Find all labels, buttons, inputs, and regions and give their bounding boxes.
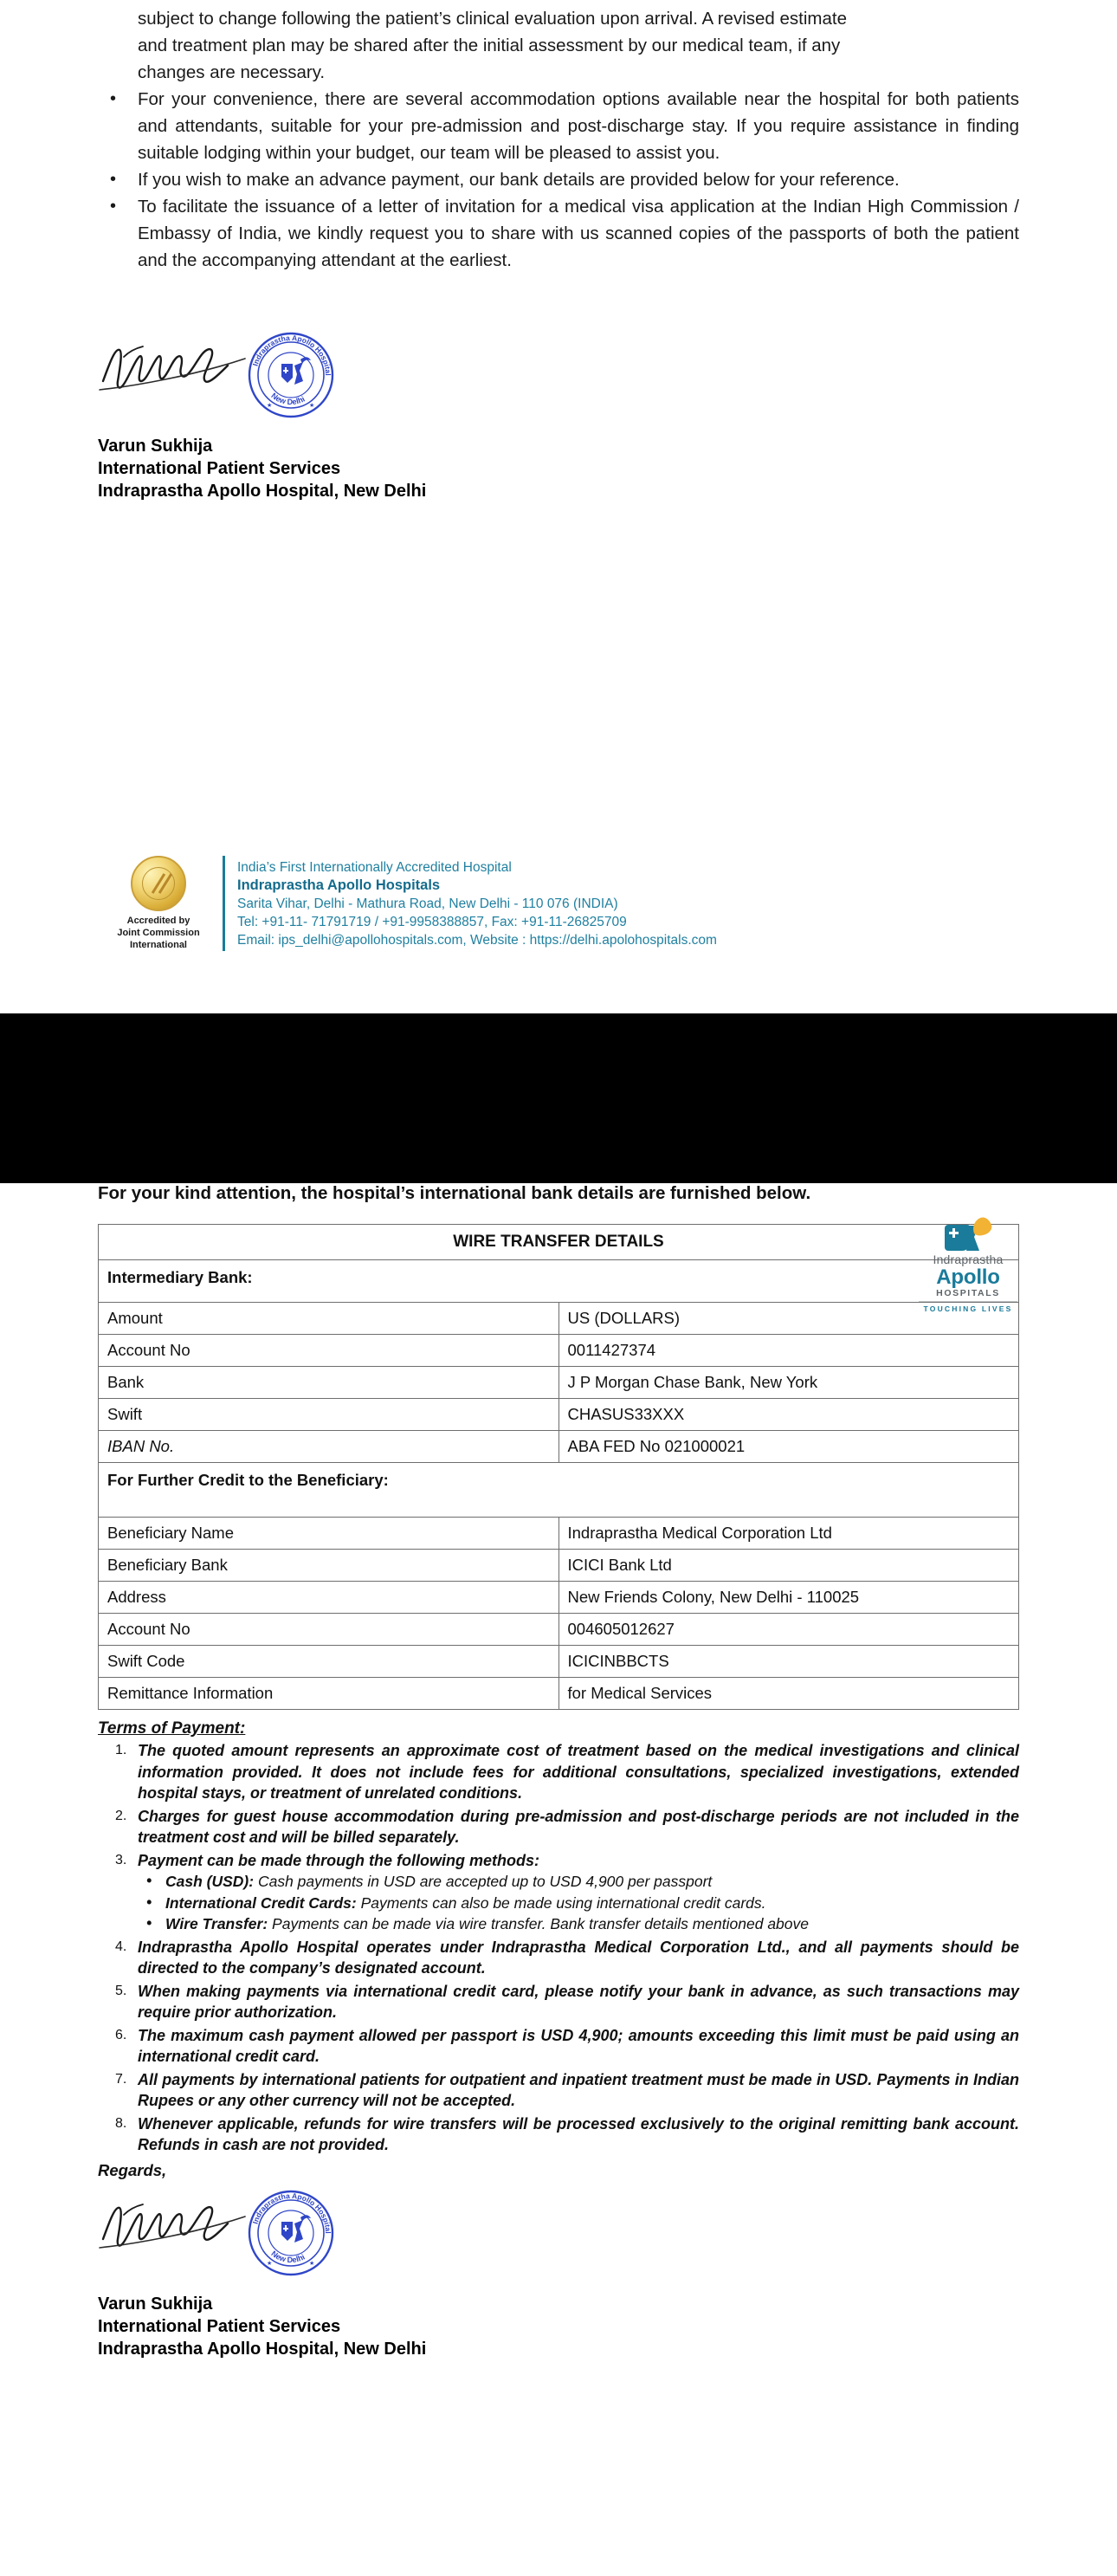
continuation-paragraph <box>98 0 1019 86</box>
list-item-text: To facilitate the issuance of a letter of invitation for a medical visa application at the Indian High Commission / Embassy of India, we kindly request you to share with us scanned copies of the passports of both the patient and the accompanying attendant at the earliest. <box>138 197 1019 270</box>
table-row <box>99 1582 1019 1614</box>
accredited-by-label: Accredited by <box>126 916 190 926</box>
table-section-further-credit: For Further Credit to the Beneficiary: <box>99 1463 1019 1518</box>
terms-item-text: Indraprastha Apollo Hospital operates under Indraprastha Medical Corporation Ltd., and all payments should be directed to the company’s designated account. <box>138 1938 1019 1977</box>
svg-text:New Delhi: New Delhi <box>269 2249 307 2264</box>
payment-method-label: International Credit Cards: <box>165 1893 357 1912</box>
logo-tagline: TOUCHING LIVES <box>923 1304 1013 1313</box>
row-label-address: Address <box>99 1582 559 1614</box>
signatory-organisation: Indraprastha Apollo Hospital, New Delhi <box>98 482 427 501</box>
svg-text:★: ★ <box>309 2260 315 2267</box>
terms-item-text: Charges for guest house accommodation during pre-admission and post-discharge periods are not included in the treatment cost and will be billed separately. <box>138 1807 1019 1846</box>
payment-methods-list <box>138 1871 1019 1935</box>
terms-item-text: When making payments via international credit card, please notify your bank in advance, as such transactions may require prior authorization. <box>138 1982 1019 2021</box>
terms-item-text: Whenever applicable, refunds for wire transfers will be processed exclusively to the original remitting bank account. Refunds in cash are not provided. <box>138 2114 1019 2153</box>
signatory-organisation: Indraprastha Apollo Hospital, New Delhi <box>98 2339 427 2359</box>
row-label-iban: IBAN No. <box>99 1431 559 1463</box>
table-row <box>99 1399 1019 1431</box>
bullet-icon: • <box>146 1893 152 1911</box>
payment-method-item <box>138 1913 1019 1935</box>
accreditation-body-label: Joint Commission International <box>117 928 200 950</box>
terms-item <box>98 2113 1019 2156</box>
terms-item <box>98 2069 1019 2112</box>
handwritten-signature <box>98 336 271 402</box>
table-row <box>99 1367 1019 1399</box>
row-label-beneficiary-account-no: Account No <box>99 1614 559 1646</box>
page-separator <box>0 1013 1117 1029</box>
apollo-logo-mark <box>941 1218 995 1252</box>
paragraph-line: subject to change following the patient’s clinical evaluation upon arrival. A revised estimate <box>138 9 847 29</box>
cross-icon <box>949 1232 959 1234</box>
row-value-bank: J P Morgan Chase Bank, New York <box>558 1367 1019 1399</box>
bullet-icon: • <box>146 1872 152 1889</box>
hospital-stamp <box>247 2189 335 2277</box>
row-value-amount: US (DOLLARS) <box>558 1303 1019 1335</box>
jci-accreditation-badge <box>98 856 219 951</box>
table-row <box>99 1431 1019 1463</box>
svg-text:★: ★ <box>267 2260 273 2267</box>
table-row <box>99 1678 1019 1710</box>
svg-text:★: ★ <box>267 403 273 409</box>
list-item <box>98 193 1019 274</box>
table-title-cell: WIRE TRANSFER DETAILS <box>99 1225 1019 1260</box>
table-row <box>99 1646 1019 1678</box>
terms-of-payment-heading: Terms of Payment: <box>98 1719 246 1738</box>
table-section-intermediary-bank: Intermediary Bank: <box>99 1260 1019 1303</box>
logo-line-apollo: Apollo <box>936 1265 1000 1289</box>
payment-method-label: Wire Transfer: <box>165 1915 268 1932</box>
terms-item-text: Payment can be made through the following methods: <box>138 1851 540 1869</box>
payment-method-text: Payments can also be made using international credit cards. <box>360 1893 766 1912</box>
footer-address: Sarita Vihar, Delhi - Mathura Road, New Delhi - 110 076 (INDIA) <box>237 896 618 911</box>
payment-method-text: Payments can be made via wire transfer. Bank transfer details mentioned above <box>272 1915 809 1932</box>
terms-item <box>98 1740 1019 1804</box>
terms-item <box>98 1850 1019 1935</box>
hospital-stamp <box>247 331 335 419</box>
footer-divider <box>223 856 225 951</box>
hospital-contact-block <box>237 858 717 949</box>
signatory-details-page1 <box>98 435 1019 502</box>
table-row <box>99 1303 1019 1335</box>
payment-method-text: Cash payments in USD are accepted up to USD 4,900 per passport <box>257 1873 713 1890</box>
regards-line: Regards, <box>98 2160 167 2179</box>
row-value-swift-code: ICICINBBCTS <box>558 1646 1019 1678</box>
signature-block-page2 <box>98 2189 1019 2293</box>
terms-item-text: All payments by international patients for outpatient and inpatient treatment must be made in USD. Payments in Indian Rupees or any other currency will not be accepted. <box>138 2070 1019 2109</box>
terms-item <box>98 1937 1019 1979</box>
footer-phone: Tel: +91-11- 71791719 / +91-9958388857, Fax: +91-11-26825709 <box>237 914 627 929</box>
paragraph-line: changes are necessary. <box>138 62 326 82</box>
terms-item <box>98 2025 1019 2068</box>
gold-seal-icon <box>131 856 186 911</box>
signatory-designation: International Patient Services <box>98 459 341 478</box>
apollo-logo <box>917 1218 1019 1314</box>
document-page-1 <box>0 0 1117 1013</box>
logo-divider <box>919 1301 1017 1302</box>
table-row <box>99 1614 1019 1646</box>
row-label-swift: Swift <box>99 1399 559 1431</box>
row-value-remittance-information: for Medical Services <box>558 1678 1019 1710</box>
table-row <box>99 1463 1019 1518</box>
logo-line-hospitals: HOSPITALS <box>936 1288 1000 1298</box>
row-value-beneficiary-name: Indraprastha Medical Corporation Ltd <box>558 1518 1019 1550</box>
footer-tagline: India’s First Internationally Accredited Hospital <box>237 859 512 875</box>
payment-method-item <box>138 1893 1019 1914</box>
terms-item-text: The maximum cash payment allowed per passport is USD 4,900; amounts exceeding this limit must be paid using an international credit card. <box>138 2026 1019 2065</box>
wire-transfer-details-table <box>98 1224 1019 1710</box>
list-item <box>98 86 1019 166</box>
bullet-icon: • <box>146 1914 152 1932</box>
row-value-address: New Friends Colony, New Delhi - 110025 <box>558 1582 1019 1614</box>
paragraph-line: and treatment plan may be shared after the initial assessment by our medical team, if any <box>138 36 841 55</box>
row-label-account-no: Account No <box>99 1335 559 1367</box>
terms-item <box>98 1806 1019 1848</box>
information-bullet-list <box>98 86 1019 274</box>
row-value-beneficiary-bank: ICICI Bank Ltd <box>558 1550 1019 1582</box>
bullet-icon: • <box>110 89 117 108</box>
row-label-remittance-information: Remittance Information <box>99 1678 559 1710</box>
table-row <box>99 1225 1019 1260</box>
list-item-text: If you wish to make an advance payment, our bank details are provided below for your reference. <box>138 170 900 190</box>
payment-method-item <box>138 1871 1019 1893</box>
page-1-footer <box>98 856 1019 951</box>
signatory-name: Varun Sukhija <box>98 437 213 456</box>
footer-hospital-name: Indraprastha Apollo Hospitals <box>237 877 441 893</box>
bank-details-intro: For your kind attention, the hospital’s international bank details are furnished below. <box>98 1183 811 1203</box>
logo-line-indraprastha: Indraprastha <box>933 1252 1004 1266</box>
terms-item <box>98 1981 1019 2023</box>
signature-block-page1 <box>98 331 1019 435</box>
payment-method-label: Cash (USD): <box>165 1873 255 1890</box>
svg-text:Indraprastha Apollo Hospital: Indraprastha Apollo Hospital <box>250 2191 333 2234</box>
table-row <box>99 1260 1019 1303</box>
row-label-beneficiary-bank: Beneficiary Bank <box>99 1550 559 1582</box>
terms-item-text: The quoted amount represents an approximate cost of treatment based on the medical investigations and clinical information provided. It does not include fees for additional consultations, specialized investigations, extended hospital stays, or treatment of unrelated conditions. <box>138 1742 1019 1802</box>
row-value-account-no: 0011427374 <box>558 1335 1019 1367</box>
signatory-details-page2 <box>98 2293 1019 2360</box>
list-item <box>98 166 1019 193</box>
signatory-designation: International Patient Services <box>98 2316 341 2336</box>
signatory-name: Varun Sukhija <box>98 2294 213 2314</box>
svg-text:★: ★ <box>309 403 315 409</box>
footer-email-website: Email: ips_delhi@apollohospitals.com, Website : https://delhi.apolohospitals.com <box>237 932 717 948</box>
table-row <box>99 1335 1019 1367</box>
bullet-icon: • <box>110 197 117 216</box>
bullet-icon: • <box>110 170 117 189</box>
svg-text:New Delhi: New Delhi <box>269 391 307 407</box>
table-row <box>99 1518 1019 1550</box>
row-value-iban: ABA FED No 021000021 <box>558 1431 1019 1463</box>
row-label-bank: Bank <box>99 1367 559 1399</box>
handwritten-signature <box>98 2194 271 2260</box>
svg-text:Indraprastha Apollo Hospital: Indraprastha Apollo Hospital <box>250 333 333 376</box>
row-label-swift-code: Swift Code <box>99 1646 559 1678</box>
row-value-swift: CHASUS33XXX <box>558 1399 1019 1431</box>
row-value-beneficiary-account-no: 004605012627 <box>558 1614 1019 1646</box>
row-label-amount: Amount <box>99 1303 559 1335</box>
row-label-beneficiary-name: Beneficiary Name <box>99 1518 559 1550</box>
table-row <box>99 1550 1019 1582</box>
terms-of-payment-list <box>98 1740 1019 2156</box>
list-item-text: For your convenience, there are several accommodation options available near the hospital for both patients and attendants, suitable for your pre-admission and post-discharge stay. If you require assistance in finding suitable lodging within your budget, our team will be pleased to assist you. <box>138 89 1019 163</box>
document-page-2 <box>0 1183 1117 2576</box>
